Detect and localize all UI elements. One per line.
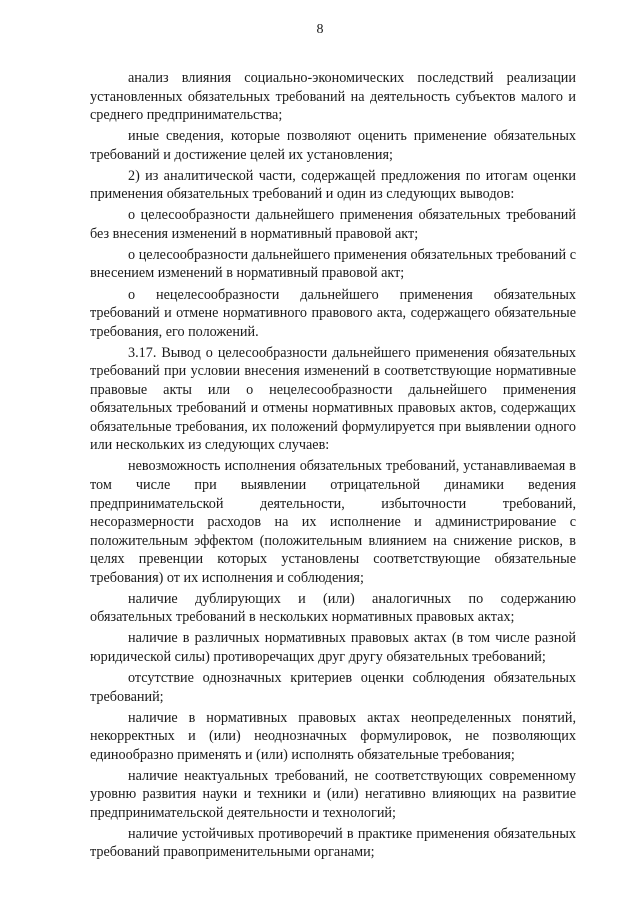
paragraph: о целесообразности дальнейшего применения обязательных требований без внесения изменений в нормативный правовой акт; [90, 207, 576, 242]
paragraph: отсутствие однозначных критериев оценки соблюдения обязательных требований; [90, 669, 576, 705]
paragraph: наличие устойчивых противоречий в практике применения обязательных требований правоприменительными органами; [90, 825, 576, 861]
document-body [90, 69, 576, 862]
paragraph: иные сведения, которые позволяют оценить применение обязательных требований и достижение целей их установления; [90, 128, 576, 163]
paragraph: 2) из аналитической части, содержащей предложения по итогам оценки применения обязательных требований и один из следующих выводов: [90, 167, 576, 203]
paragraph: невозможность исполнения обязательных требований, устанавливаемая в том числе при выявлении отрицательной динамики ведения предпринимательской деятельности, избыточности требований, несоразмерности расходов на их исполнение и администрирование с положительным эффектом (положительным влиянием на снижение рисков, в целях превенции которых установлены соответствующие обязательные требования) от их исполнения и соблюдения; [90, 458, 576, 586]
paragraph: наличие дублирующих и (или) аналогичных по содержанию обязательных требований в нескольких нормативных правовых актах; [90, 590, 576, 626]
paragraph: наличие неактуальных требований, не соответствующих современному уровню развития науки и техники и (или) негативно влияющих на развитие предпринимательской деятельности и технологий; [90, 767, 576, 821]
paragraph: о нецелесообразности дальнейшего применения обязательных требований и отмене нормативного правового акта, содержащего обязательные требования, его положений. [90, 286, 576, 340]
paragraph: наличие в различных нормативных правовых актах (в том числе разной юридической силы) противоречащих друг другу обязательных требований; [90, 630, 576, 665]
paragraph: 3.17. Вывод о целесообразности дальнейшего применения обязательных требований при условии внесения изменений в соответствующие нормативные правовые акты или о нецелесообразности дальнейшего применения обязательных требований и отмены нормативных правовых актов, содержащих обязательные требования, их положений формулируется при выявлении одного или нескольких из следующих случаев: [90, 344, 576, 454]
paragraph: о целесообразности дальнейшего применения обязательных требований с внесением изменений в нормативный правовой акт; [90, 246, 576, 282]
page-number: 8 [316, 22, 324, 37]
paragraph: анализ влияния социально-экономических последствий реализации установленных обязательных требований на деятельность субъектов малого и среднего предпринимательства; [90, 70, 576, 124]
paragraph: наличие в нормативных правовых актах неопределенных понятий, некорректных и (или) неоднозначных формулировок, не позволяющих единообразно применять и (или) исполнять обязательные требования; [90, 709, 576, 763]
